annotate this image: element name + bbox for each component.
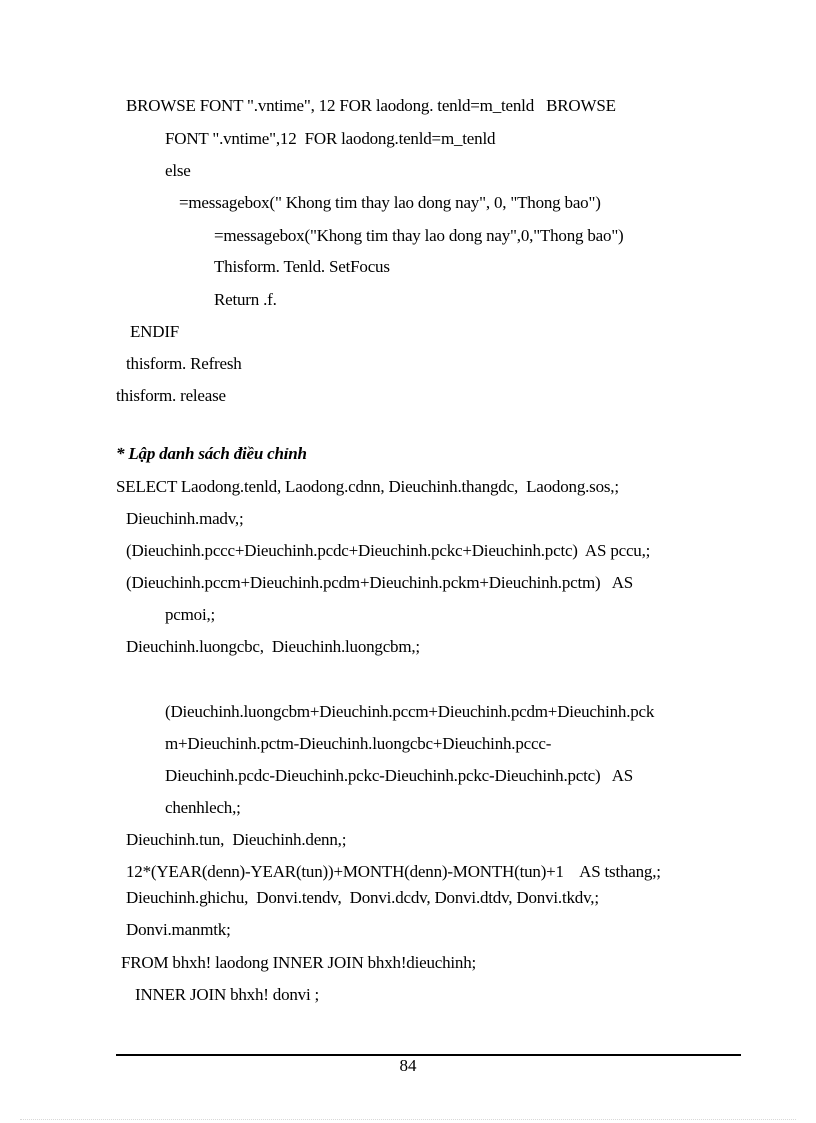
code-line: thisform. release xyxy=(116,386,226,405)
code-line: =messagebox("Khong tim thay lao dong nay",0,"Thong bao") xyxy=(214,226,624,245)
page-number: 84 xyxy=(399,1056,417,1075)
code-line: (Dieuchinh.luongcbm+Dieuchinh.pccm+Dieuchinh.pcdm+Dieuchinh.pck xyxy=(165,702,655,721)
code-line: Return .f. xyxy=(214,290,277,309)
code-line: INNER JOIN bhxh! donvi ; xyxy=(135,985,320,1004)
code-line: chenhlech,; xyxy=(165,798,241,817)
code-line: (Dieuchinh.pccc+Dieuchinh.pcdc+Dieuchinh.pckc+Dieuchinh.pctc) AS pccu,; xyxy=(126,541,651,560)
code-line: FROM bhxh! laodong INNER JOIN bhxh!dieuchinh; xyxy=(121,953,477,972)
code-line: ENDIF xyxy=(130,322,180,341)
code-line: Donvi.manmtk; xyxy=(126,920,231,939)
code-line: Thisform. Tenld. SetFocus xyxy=(214,257,390,276)
code-line: Dieuchinh.ghichu, Donvi.tendv, Donvi.dcdv, Donvi.dtdv, Donvi.tkdv,; xyxy=(126,888,599,907)
code-line: FONT ".vntime",12 FOR laodong.tenld=m_tenld xyxy=(165,129,496,148)
code-line: thisform. Refresh xyxy=(126,354,242,373)
section-heading: * Lập danh sách điều chỉnh xyxy=(116,444,307,463)
code-line: SELECT Laodong.tenld, Laodong.cdnn, Dieuchinh.thangdc, Laodong.sos,; xyxy=(116,477,619,496)
code-line: BROWSE FONT ".vntime", 12 FOR laodong. tenld=m_tenld BROWSE xyxy=(126,96,616,115)
code-line: Dieuchinh.tun, Dieuchinh.denn,; xyxy=(126,830,347,849)
code-line: Dieuchinh.madv,; xyxy=(126,509,244,528)
code-line: Dieuchinh.pcdc-Dieuchinh.pckc-Dieuchinh.pckc-Dieuchinh.pctc) AS xyxy=(165,766,634,785)
code-line: Dieuchinh.luongcbc, Dieuchinh.luongcbm,; xyxy=(126,637,420,656)
code-line: =messagebox(" Khong tim thay lao dong nay", 0, "Thong bao") xyxy=(179,193,601,212)
code-line: pcmoi,; xyxy=(165,605,216,624)
code-line: 12*(YEAR(denn)-YEAR(tun))+MONTH(denn)-MONTH(tun)+1 AS tsthang,; xyxy=(126,862,661,881)
code-line: m+Dieuchinh.pctm-Dieuchinh.luongcbc+Dieuchinh.pccc- xyxy=(165,734,552,753)
code-line: else xyxy=(165,161,191,180)
code-line: (Dieuchinh.pccm+Dieuchinh.pcdm+Dieuchinh.pckm+Dieuchinh.pctm) AS xyxy=(126,573,634,592)
page-edge-dots xyxy=(20,1119,796,1120)
